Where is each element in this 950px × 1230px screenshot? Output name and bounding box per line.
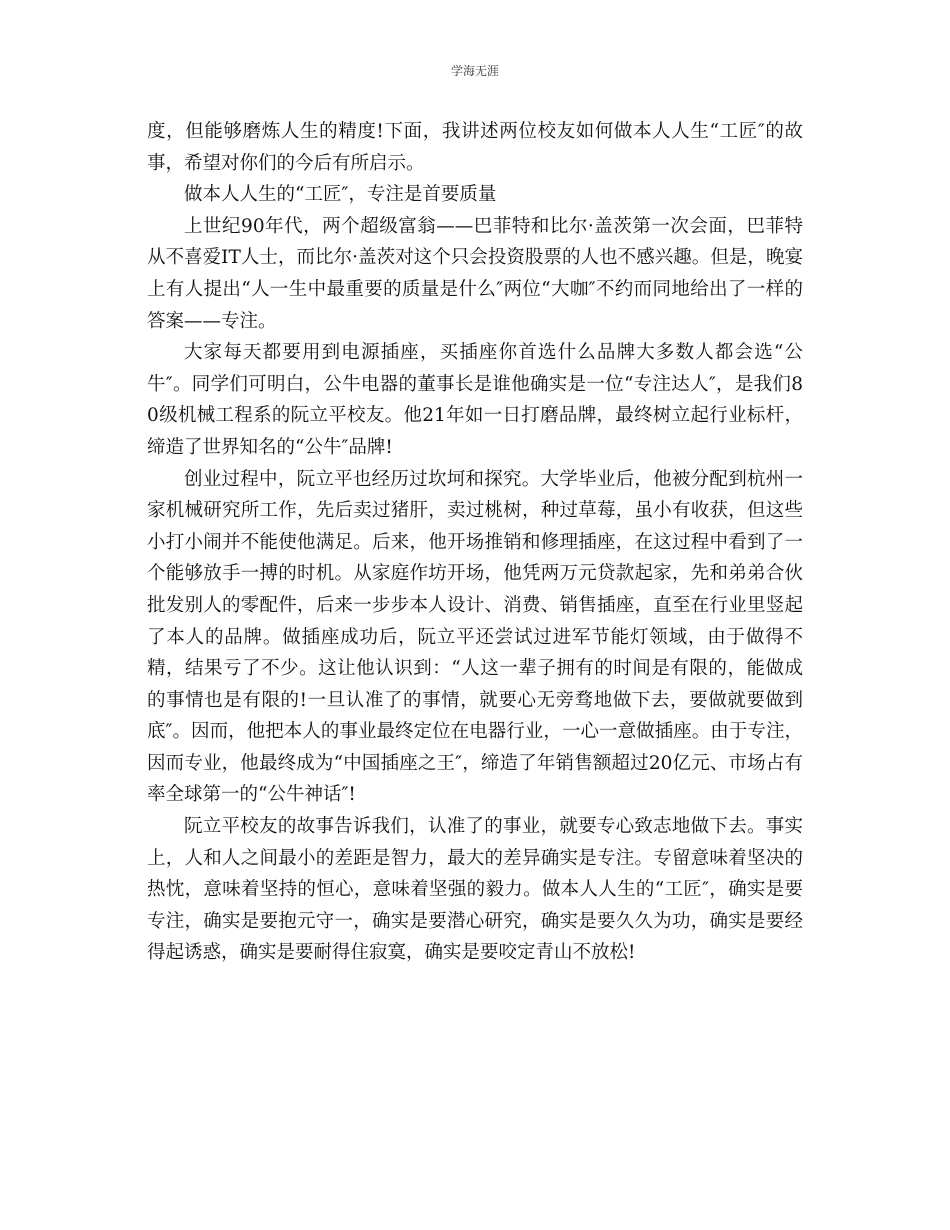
paragraph: 大家每天都要用到电源插座，买插座你首选什么品牌大多数人都会选“公牛″。同学们可明白，公牛电器的董事长是谁他确实是一位“专注达人″，是我们80级机械工程系的阮立平校友。他21年如一日打磨品牌，最终树立起行业标杆，缔造了世界知名的“公牛″品牌! [147, 342, 803, 458]
document-body [147, 116, 803, 969]
paragraph: 上世纪90年代，两个超级富翁——巴菲特和比尔·盖茨第一次会面，巴菲特从不喜爱IT人士，而比尔·盖茨对这个只会投资股票的人也不感兴趣。但是，晚宴上有人提出“人一生中最重要的质量是什么″两位“大咖″不约而同地给出了一样的答案——专注。 [147, 215, 803, 332]
page-header: 学海无涯 [450, 64, 499, 78]
paragraph: 度，但能够磨炼人生的精度!下面，我讲述两位校友如何做本人人生“工匠″的故事，希望对你们的今后有所启示。 [147, 121, 803, 174]
paragraph: 创业过程中，阮立平也经历过坎坷和探究。大学毕业后，他被分配到杭州一家机械研究所工作，先后卖过猪肝，卖过桃树，种过草莓，虽小有收获，但这些小打小闹并不能使他满足。后来，他开场推销和修理插座，在这过程中看到了一个能够放手一搏的时机。从家庭作坊开场，他凭两万元贷款起家，先和弟弟合伙批发别人的零配件，后来一步步本人设计、消费、销售插座，直至在行业里竖起了本人的品牌。做插座成功后，阮立平还尝试过进军节能灯领域，由于做得不精，结果亏了不少。这让他认识到：“人这一辈子拥有的时间是有限的，能做成的事情也是有限的!一旦认准了的事情，就要心无旁骛地做下去，要做就要做到底″。因而，他把本人的事业最终定位在电器行业，一心一意做插座。由于专注，因而专业，他最终成为“中国插座之王″，缔造了年销售额超过20亿元、市场占有率全球第一的“公牛神话″! [147, 468, 803, 806]
paragraph: 阮立平校友的故事告诉我们，认准了的事业，就要专心致志地做下去。事实上，人和人之间最小的差距是智力，最大的差异确实是专注。专留意味着坚决的热忱，意味着坚持的恒心，意味着坚强的毅力。做本人人生的“工匠″，确实是要专注，确实是要抱元守一，确实是要潜心研究，确实是要久久为功，确实是要经得起诱惑，确实是要耐得住寂寞，确实是要咬定青山不放松! [147, 816, 803, 964]
section-heading: 做本人人生的“工匠″，专注是首要质量 [184, 184, 497, 206]
